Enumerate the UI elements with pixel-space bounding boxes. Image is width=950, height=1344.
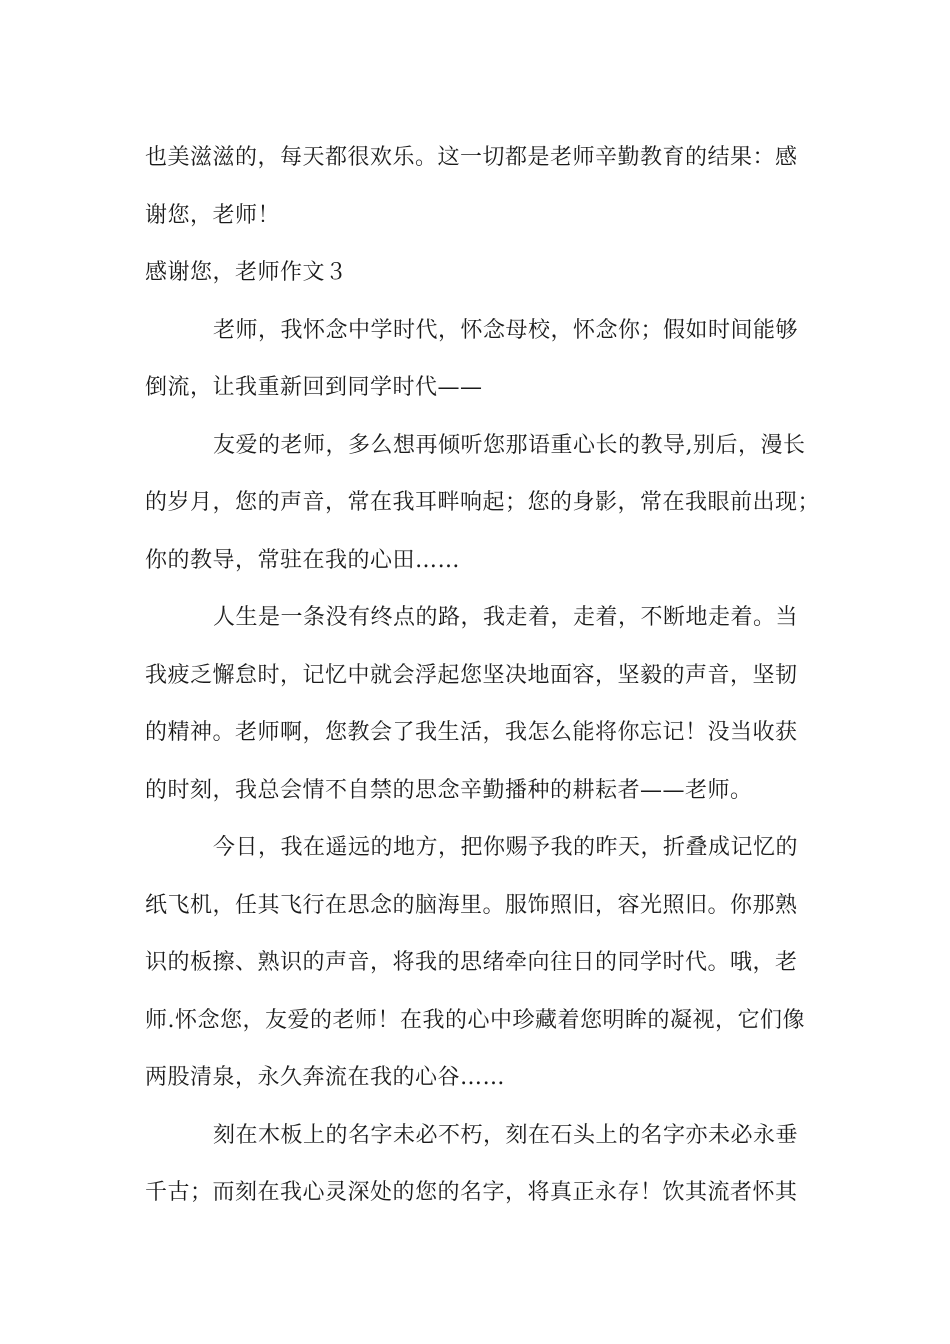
- text-line: 的精神。老师啊，您教会了我生活，我怎么能将你忘记！没当收获: [145, 720, 798, 745]
- text-line: 谢您，老师！: [145, 202, 281, 228]
- text-line: 的时刻，我总会情不自禁的思念辛勤播种的耕耘者——老师。: [145, 777, 753, 803]
- text-line: 也美滋滋的，每天都很欢乐。这一切都是老师辛勤教育的结果：感: [145, 145, 798, 170]
- paragraph-first-line: 人生是一条没有终点的路，我走着，走着，不断地走着。当: [213, 605, 799, 630]
- paragraph-first-line: 刻在木板上的名字未必不朽，刻在石头上的名字亦未必永垂: [213, 1122, 799, 1148]
- text-line: 倒流，让我重新回到同学时代——: [145, 375, 483, 400]
- text-line: 你的教导，常驻在我的心田……: [145, 547, 461, 573]
- text-line: 的岁月，您的声音，常在我耳畔响起；您的身影，常在我眼前出现；: [145, 490, 821, 515]
- section-heading: 感谢您，老师作文３: [145, 260, 348, 285]
- text-line: 师.怀念您，友爱的老师！在我的心中珍藏着您明眸的凝视，它们像: [145, 1007, 805, 1033]
- text-line: 识的板擦、熟识的声音，将我的思绪牵向往日的同学时代。哦，老: [145, 950, 798, 975]
- text-line: 两股清泉，永久奔流在我的心谷……: [145, 1065, 506, 1090]
- text-line: 我疲乏懈怠时，记忆中就会浮起您坚决地面容，坚毅的声音，坚韧: [145, 662, 798, 688]
- paragraph-first-line: 今日，我在遥远的地方，把你赐予我的昨天，折叠成记忆的: [213, 835, 799, 860]
- paragraph-first-line: 友爱的老师，多么想再倾听您那语重心长的教导,别后，漫长: [213, 432, 806, 458]
- text-line: 千古；而刻在我心灵深处的您的名字，将真正永存！饮其流者怀其: [145, 1180, 798, 1205]
- text-line: 纸飞机，任其飞行在思念的脑海里。服饰照旧，容光照旧。你那熟: [145, 892, 798, 918]
- document-body: [145, 129, 820, 1222]
- paragraph-first-line: 老师，我怀念中学时代，怀念母校，怀念你；假如时间能够: [213, 317, 799, 343]
